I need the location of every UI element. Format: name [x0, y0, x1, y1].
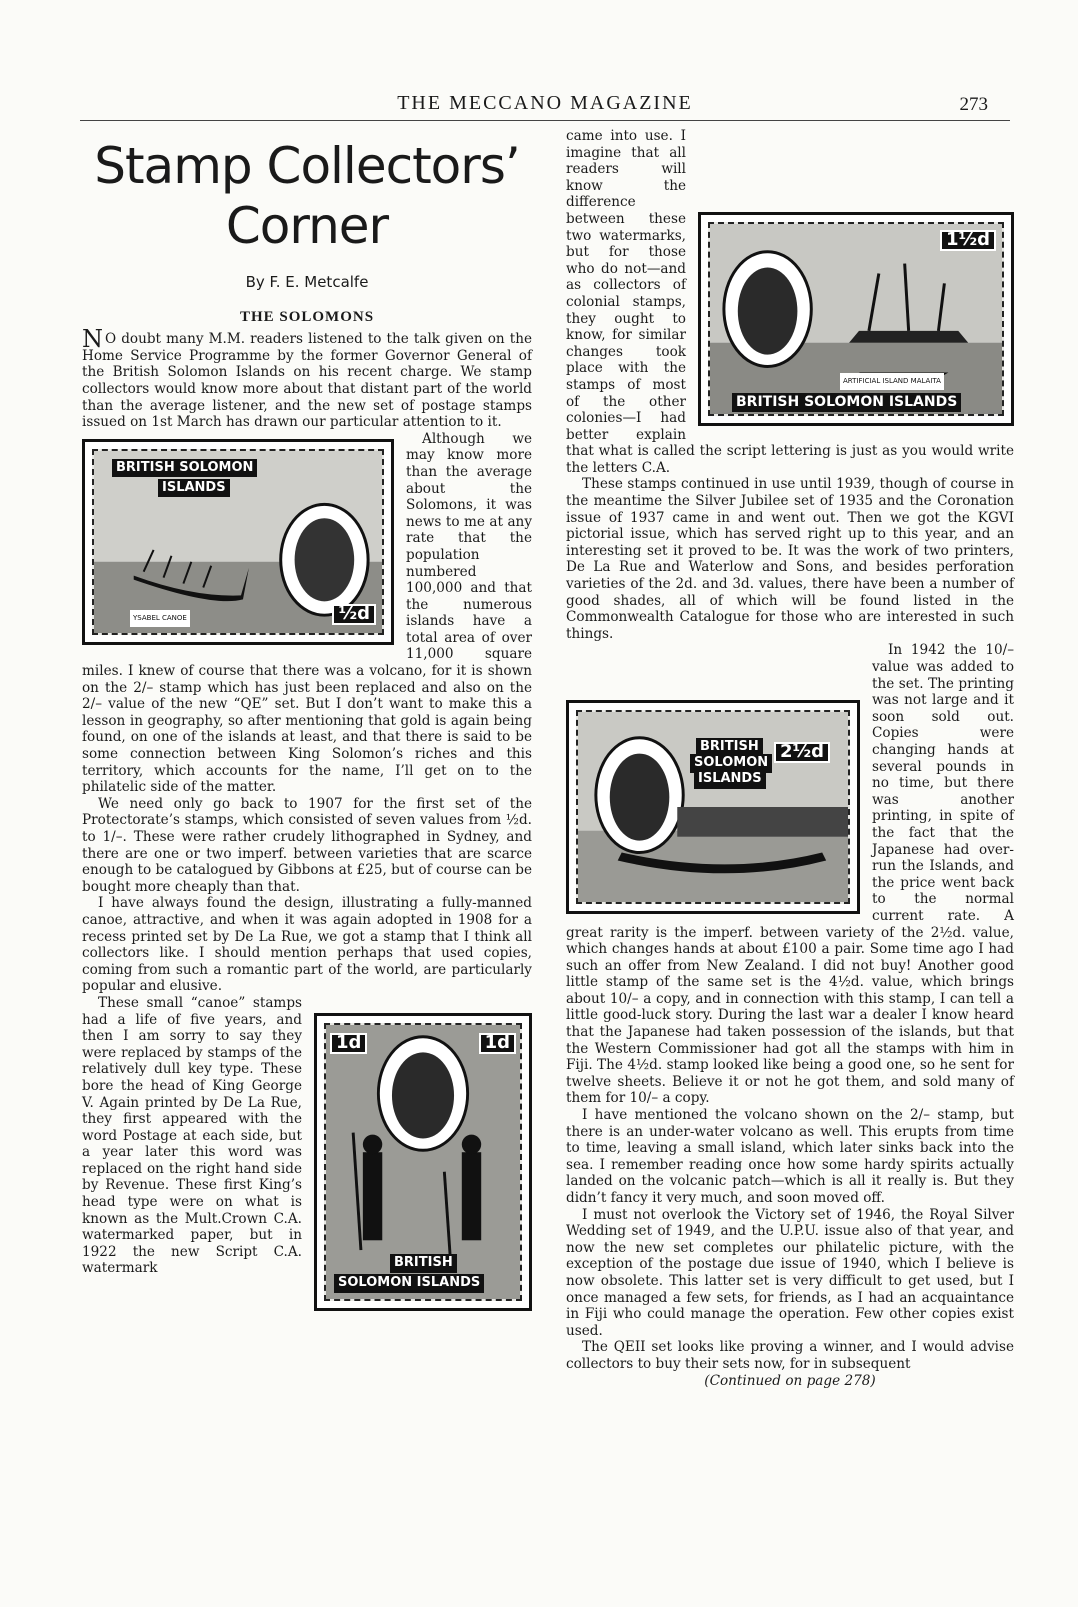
paragraph: Although we may know more than the average about the Solomons, it was news to me at any rate that the population numbered 100,000 and that the numerous islands have a total area of over 11,000 square miles. I knew of course that there was a volcano, for it is shown on the 2/– stamp which has just been replaced and also on the 2/– value of the new “QE” set. But I don’t want to make this a lesson in geography, so after mentioning that gold is again being found, on one of the islands at least, and that there is said to be some connection between King Solomon’s riches and this territory, which accounts for the name, I’ll get on to the philatelic side of the matter.: [82, 430, 532, 796]
article-headline: [82, 136, 532, 256]
byline: By F. E. Metcalfe: [245, 273, 369, 291]
paragraph: These stamps continued in use until 1939, though of course in the meantime the Silver Jubilee set of 1935 and the Coronation issue of 1937 came in and went out. Then we got the KGVI pictorial issue, which has served right up to this year, and an interesting set it proved to be. It was the work of two printers, De La Rue and Waterlow and Sons, and besides perforation varieties of the 2d. and 3d. values, there have been a number of good shades, all of which will be found listed in the Commonwealth Catalogue for those who are interested in such things.: [566, 476, 1014, 642]
stamp-value: ½d: [332, 604, 376, 625]
canoe-stamp-image: [82, 439, 394, 645]
paragraph: I have mentioned the volcano shown on the 2/– stamp, but there is an under-water volcano as well. This erupts from time to time, leaving a small island, which later sinks back into the sea. I remember reading once how some hardy spirits actually landed on the volcanic patch—which is all it really is. But they didn’t fancy it very much, and soon moved off.: [566, 1107, 1014, 1206]
stamp-value-right: 1d: [479, 1033, 516, 1054]
magazine-title: THE MECCANO MAGAZINE: [397, 92, 693, 114]
stamp-artwork: [576, 710, 850, 904]
stamp-value: 2½d: [774, 742, 830, 763]
running-head: [80, 92, 1010, 121]
stamp-country-line-1: BRITISH: [696, 738, 763, 757]
headline-line-1: Stamp Collectors’: [94, 137, 520, 195]
stamp-value: 1½d: [940, 230, 996, 251]
stamp-country: BRITISH SOLOMON ISLANDS: [732, 393, 961, 412]
stamp-artwork: [324, 1023, 522, 1301]
paragraph: We need only go back to 1907 for the first set of the Protectorate’s stamps, which consisted of seven values from ½d. to 1/–. These were rather crudely lithographed in Sydney, and there are one or two imperf. between varieties that are scarce enough to be catalogued by Gibbons at £25, but of course can be bought more cheaply than that.: [82, 795, 532, 895]
stamp-country-line-2: ISLANDS: [158, 479, 230, 498]
island-stamp-image: [698, 212, 1014, 426]
paragraph: I have always found the design, illustrating a fully-manned canoe, attractive, and when it was again adopted in 1908 for a recess printed set by De La Rue, we got a stamp that I think all collectors like. I should mention perhaps that used copies, coming from such a romantic part of the world, are particularly popular and elusive.: [82, 895, 532, 995]
paragraph: N O doubt many M.M. readers listened to the talk given on the Home Service Programme by the former Governor General of the British Solomon Islands on his recent charge. We stamp collectors would know more about that distant part of the world than the average listener, and the new set of postage stamps issued on 1st March has drawn our particular attention to it.: [82, 325, 532, 431]
headline-line-2: Corner: [225, 197, 389, 255]
stamp-value-left: 1d: [330, 1033, 367, 1054]
left-column: [82, 128, 532, 1311]
stamp-caption: YSABEL CANOE: [130, 610, 190, 627]
stamp-country-line-2: SOLOMON ISLANDS: [334, 1274, 484, 1293]
stamp-artwork: [708, 222, 1004, 416]
stamp-artwork: [92, 449, 384, 635]
kgvi-canoe-stamp-image: [566, 700, 860, 914]
paragraph: I must not overlook the Victory set of 1946, the Royal Silver Wedding set of 1949, and the U.P.U. issue also of that year, and now the new set completes our philatelic picture, with the exception of the postage due issue of 1940, which I believe is now obsolete. This latter set is very difficult to get used, but I once managed a few sets, for friends, as I had an acquaintance in Fiji who could manage the operation. Few other copies exist used.: [566, 1206, 1014, 1339]
stamp-country-line-1: BRITISH SOLOMON: [112, 459, 257, 478]
continued-note: (Continued on page 278): [704, 1372, 876, 1389]
key-type-stamp-image: [314, 1013, 532, 1311]
stamp-country-line-2: SOLOMON: [690, 754, 772, 773]
drop-cap: N: [82, 325, 103, 354]
paragraph: These small “canoe” stamps had a life of five years, and then I am sorry to say they were replaced by stamps of the relatively dull key type. These bore the head of King George V. Again printed by De La Rue, they first appeared with the word Postage at each side, but a year later this word was replaced on the right hand side by Revenue. These first King’s head type were on what is known as the Mult.Crown C.A. watermarked paper, but in 1922 the new Script C.A. watermark: [82, 994, 302, 1277]
stamp-caption: ARTIFICIAL ISLAND MALAITA: [840, 373, 944, 390]
paragraph: The QEII set looks like proving a winner, and I would advise collectors to buy their sets now, for in subsequent: [566, 1339, 1014, 1372]
right-column: [566, 128, 1014, 1389]
paragraph: came into use. I imagine that all readers will know the difference between these two watermarks, but for those who do not—and as collectors of colonial stamps, they ought to know, for similar changes took place with the stamps of most of the other colonies—I had better explain that what is called the script lettering is just as you would write the letters C.A.: [566, 128, 1014, 476]
stamp-country-line-1: BRITISH: [390, 1254, 457, 1273]
paragraph: In 1942 the 10/– value was added to the set. The printing was not large and it soon sold out. Copies were changing hands at several pounds in no time, but there was another printing, in spite of the fact that the Japanese had over-run the Islands, and the price went back to the normal current rate. A great rarity is the imperf. between variety of the 2½d. value, which changes hands at about £100 a pair. Some time ago I had such an offer from New Zealand. I did not buy! Another good little stamp of the same set is the 4½d. value, which brings about 10/– a copy, and in connection with this stamp, I can tell a little good-luck story. During the last war a dealer I know heard that the Japanese had taken possession of the islands, but that the Western Commissioner had got all the stamps with him in Fiji. The 4½d. stamp looked like being a good one, so he sent for twelve sheets. Believe it or not he got them, and sold many of them for 10/– a copy.: [566, 642, 1014, 1107]
stamp-country-line-3: ISLANDS: [694, 770, 766, 789]
page-number: 273: [959, 94, 988, 115]
section-heading: THE SOLOMONS: [239, 308, 375, 325]
